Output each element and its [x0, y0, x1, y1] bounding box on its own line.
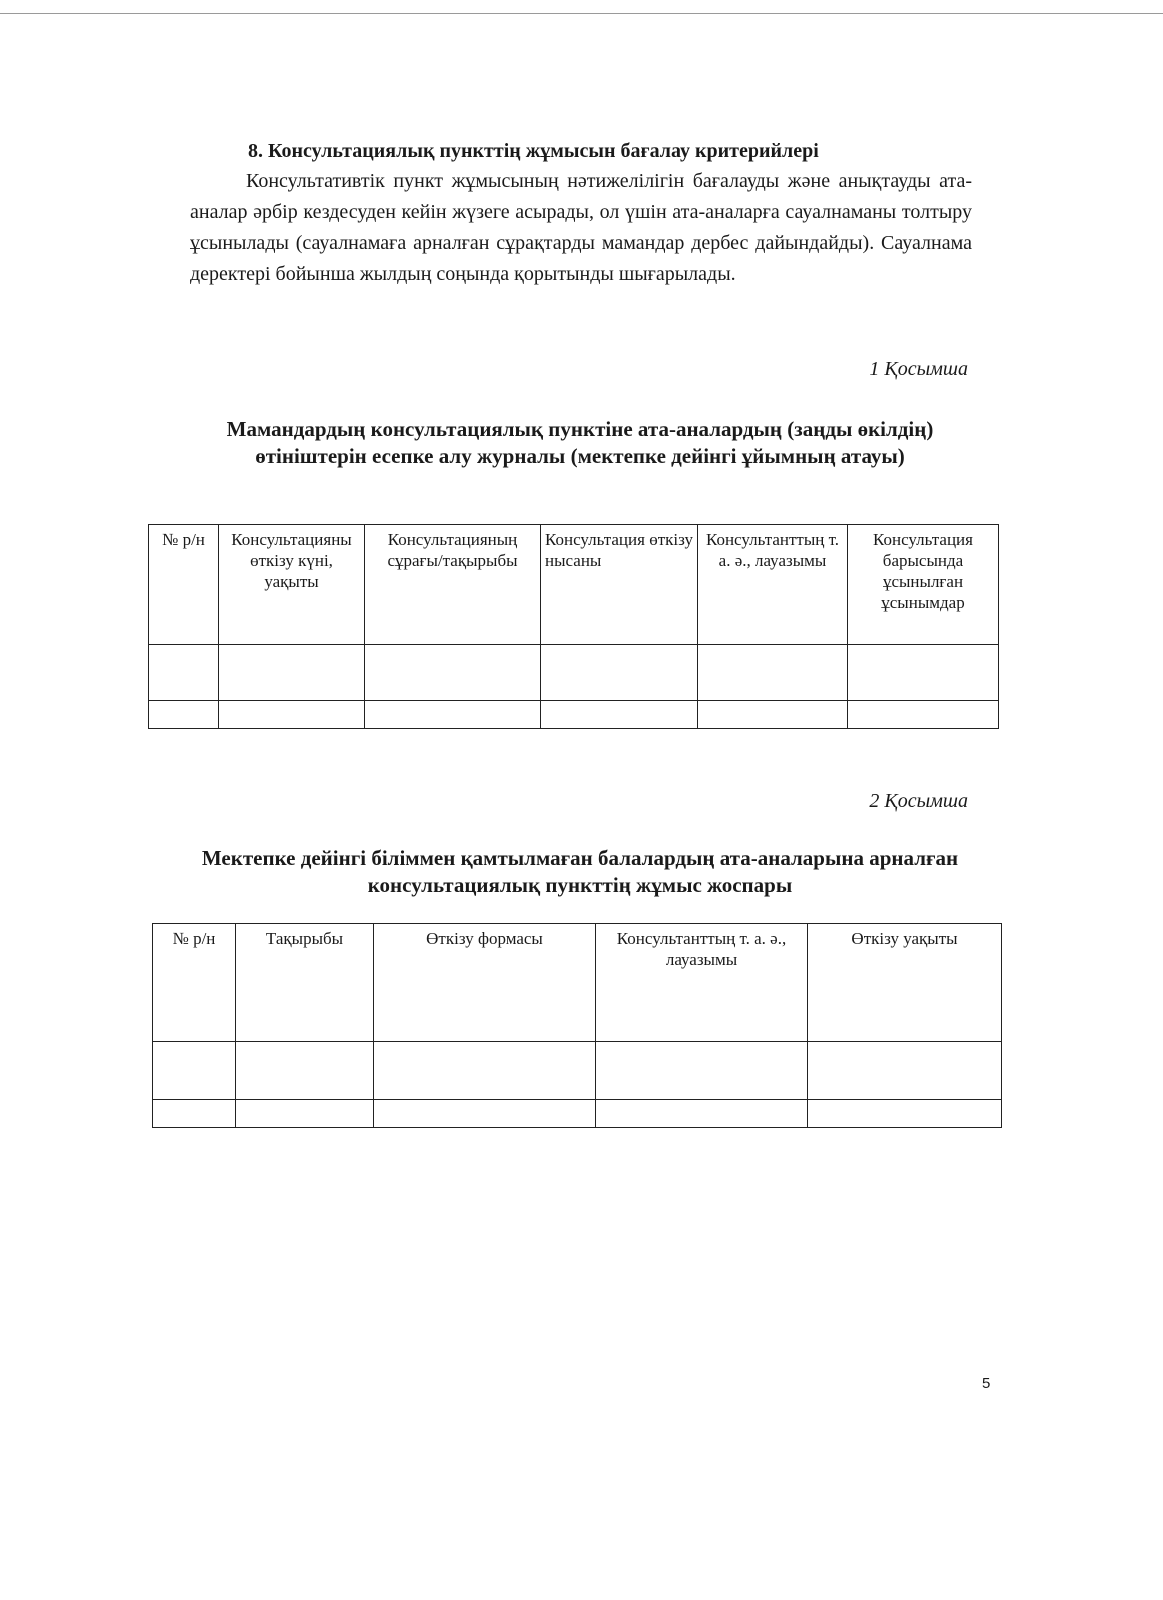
annex1-header-recommendations: Консультация барысында ұсынылған ұсынымдар — [848, 525, 999, 645]
page-number: 5 — [982, 1375, 991, 1392]
annex1-table — [148, 524, 999, 729]
table-cell — [236, 1100, 374, 1128]
annex1-label: 1 Қосымша — [869, 358, 968, 380]
annex1-empty-row — [149, 701, 999, 729]
table-cell — [596, 1042, 808, 1100]
table-cell — [374, 1100, 596, 1128]
annex2-header-number: № р/н — [153, 924, 236, 1042]
annex2-header-consultant: Консультанттың т. а. ә., лауазымы — [596, 924, 808, 1042]
table-cell — [149, 645, 219, 701]
table-cell — [808, 1042, 1002, 1100]
section-heading: 8. Консультациялық пункттің жұмысын бағалау критерийлері — [248, 140, 819, 162]
annex2-label: 2 Қосымша — [869, 790, 968, 812]
table-cell — [808, 1100, 1002, 1128]
scan-top-rule — [0, 13, 1163, 14]
table-cell — [149, 701, 219, 729]
table-cell — [153, 1042, 236, 1100]
table-cell — [153, 1100, 236, 1128]
annex1-header-number: № р/н — [149, 525, 219, 645]
table-cell — [365, 701, 541, 729]
annex1-empty-row — [149, 645, 999, 701]
annex1-title: Мамандардың консультациялық пунктіне ата-аналардың (заңды өкілдің) өтініштерін есепке алу журналы (мектепке дейінгі ұйымның атауы) — [226, 417, 934, 468]
table-cell — [219, 701, 365, 729]
table-cell — [236, 1042, 374, 1100]
table-cell — [374, 1042, 596, 1100]
section-paragraph: Консультативтік пункт жұмысының нәтижелілігін бағалауды және анықтауды ата-аналар әрбір кездесуден кейін жүзеге асырады, ол үшін ата-аналарға сауалнаманы толтыру ұсынылады (сауалнамаға арналған сұрақтарды мамандар дербес дайындайды). Сауалнама деректері бойынша жылдың соңында қорытынды шығарылады. — [190, 170, 972, 285]
annex1-header-topic: Консультацияның сұрағы/тақырыбы — [365, 525, 541, 645]
table-cell — [219, 645, 365, 701]
table-cell — [698, 701, 848, 729]
table-cell — [541, 701, 698, 729]
table-cell — [596, 1100, 808, 1128]
annex2-empty-row — [153, 1100, 1002, 1128]
annex2-title: Мектепке дейінгі біліммен қамтылмаған балалардың ата-аналарына арналған консультациялық пункттің жұмыс жоспары — [201, 846, 959, 897]
annex1-header-row — [149, 525, 999, 645]
table-cell — [848, 645, 999, 701]
table-cell — [365, 645, 541, 701]
table-cell — [541, 645, 698, 701]
annex1-header-date: Консультацияны өткізу күні, уақыты — [219, 525, 365, 645]
annex2-header-row — [153, 924, 1002, 1042]
table-cell — [698, 645, 848, 701]
annex1-header-form: Консультация өткізу нысаны — [541, 525, 698, 645]
annex2-header-topic: Тақырыбы — [236, 924, 374, 1042]
annex2-empty-row — [153, 1042, 1002, 1100]
annex2-header-time: Өткізу уақыты — [808, 924, 1002, 1042]
table-cell — [848, 701, 999, 729]
annex2-table — [152, 923, 1002, 1128]
annex2-header-form: Өткізу формасы — [374, 924, 596, 1042]
annex1-header-consultant: Консультанттың т. а. ә., лауазымы — [698, 525, 848, 645]
